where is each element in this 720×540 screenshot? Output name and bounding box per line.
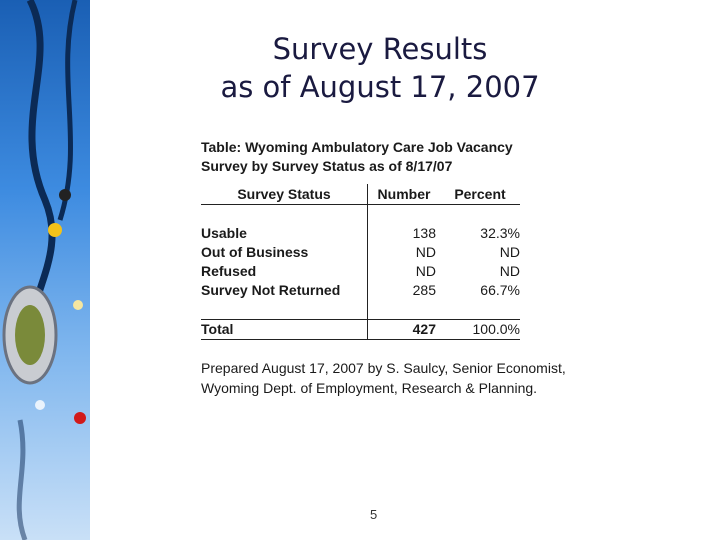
title-line-1: Survey Results — [272, 32, 488, 66]
row-percent: 32.3% — [480, 225, 520, 241]
row-status: Usable — [201, 225, 247, 241]
prepared-note: Prepared August 17, 2007 by S. Saulcy, Senior Economist, Wyoming Dept. of Employment, Research & Planning. — [201, 360, 566, 396]
table-row — [201, 281, 520, 300]
row-status: Survey Not Returned — [201, 282, 341, 298]
table-block — [201, 138, 591, 398]
header-survey-status: Survey Status — [201, 184, 368, 205]
row-number: ND — [368, 262, 441, 281]
total-percent: 100.0% — [440, 320, 520, 340]
row-status: Refused — [201, 263, 257, 279]
header-number: Number — [368, 184, 441, 205]
row-percent: ND — [499, 263, 520, 279]
row-number: 285 — [368, 281, 441, 300]
table-row — [201, 224, 520, 243]
total-label: Total — [201, 320, 368, 340]
caption-line-2: Survey by Survey Status as of 8/17/07 — [201, 158, 453, 174]
total-row — [201, 320, 520, 340]
decorative-sidebar — [0, 0, 90, 540]
total-number: 427 — [368, 320, 441, 340]
page-number: 5 — [370, 507, 378, 522]
slide-title — [180, 30, 580, 106]
spacer-row — [201, 300, 520, 320]
row-percent: ND — [499, 244, 520, 260]
row-status: Out of Business — [201, 244, 309, 260]
table-header-row — [201, 184, 520, 205]
survey-status-table — [201, 184, 520, 340]
row-number: 138 — [368, 224, 441, 243]
table-caption — [201, 138, 591, 176]
spacer-row — [201, 205, 520, 225]
table-row — [201, 243, 520, 262]
row-percent: 66.7% — [480, 282, 520, 298]
caption-line-1: Table: Wyoming Ambulatory Care Job Vacancy — [201, 139, 513, 155]
table-row — [201, 262, 520, 281]
row-number: ND — [368, 243, 441, 262]
stethoscope-graphic — [0, 0, 90, 540]
title-line-2: as of August 17, 2007 — [220, 70, 540, 104]
header-percent: Percent — [440, 184, 520, 205]
